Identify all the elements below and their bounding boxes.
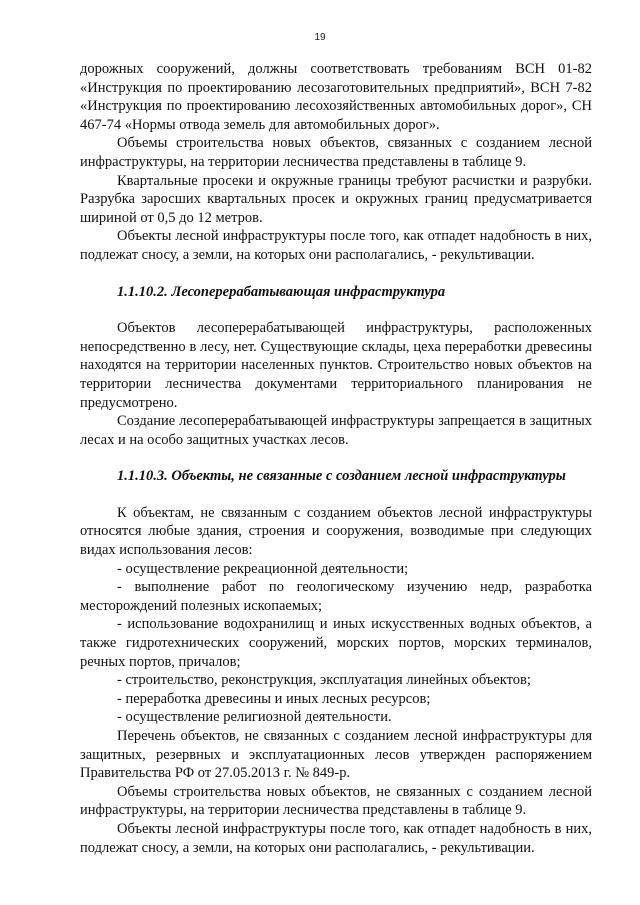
section-heading: 1.1.10.3. Объекты, не связанные с созданием лесной инфраструктуры	[117, 468, 566, 485]
list-item: - строительство, реконструкция, эксплуатация линейных объектов;	[117, 672, 531, 689]
paragraph: Объекты лесной инфраструктуры после того, как отпадет надобность в них, подлежат сносу, а земли, на которых они располагались, - рекультивации.	[80, 820, 592, 856]
paragraph: К объектам, не связанным с созданием объектов лесной инфраструктуры относятся любые здания, строения и сооружения, возводимые при следующих видах использования лесов:	[80, 504, 592, 559]
list-item: - переработка древесины и иных лесных ресурсов;	[117, 690, 431, 707]
section-heading: 1.1.10.2. Лесоперерабатывающая инфраструктура	[117, 283, 446, 300]
paragraph: Объектов лесоперерабатывающей инфраструктуры, расположенных непосредственно в лесу, нет. Существующие склады, цеха переработки древесины находятся на территории населенных пунктов. Строительство новых объектов на территории лесничества документами территориального планирования не предусмотрено.	[80, 320, 592, 411]
page-number: 19	[314, 32, 326, 43]
page-body	[80, 60, 592, 857]
paragraph: дорожных сооружений, должны соответствовать требованиям ВСН 01-82 «Инструкция по проектированию лесозаготовительных предприятий», ВСН 7-82 «Инструкция по проектированию лесохозяйственных автомобильных дорог», СН 467-74 «Нормы отвода земель для автомобильных дорог».	[80, 61, 592, 133]
paragraph: Создание лесоперерабатывающей инфраструктуры запрещается в защитных лесах и на особо защитных участках лесов.	[80, 413, 592, 448]
paragraph: Перечень объектов, не связанных с созданием лесной инфраструктуры для защитных, резервных и эксплуатационных лесов утвержден распоряжением Правительства РФ от 27.05.2013 г. № 849-р.	[80, 728, 592, 782]
list-item: - осуществление религиозной деятельности.	[117, 709, 392, 726]
paragraph: Квартальные просеки и окружные границы требуют расчистки и разрубки. Разрубка заросших квартальных просек и окружных границ предусматривается шириной от 0,5 до 12 метров.	[80, 172, 592, 226]
paragraph: Объекты лесной инфраструктуры после того, как отпадет надобность в них, подлежат сносу, а земли, на которых они располагались, - рекультивации.	[80, 228, 592, 263]
list-item: - использование водохранилищ и иных искусственных водных объектов, а также гидротехнических сооружений, морских портов, морских терминалов, речных портов, причалов;	[80, 616, 592, 670]
paragraph: Объемы строительства новых объектов, связанных с созданием лесной инфраструктуры, на территории лесничества представлены в таблице 9.	[80, 135, 592, 170]
paragraph: Объемы строительства новых объектов, не связанных с созданием лесной инфраструктуры, на территории лесничества представлены в таблице 9.	[80, 783, 592, 819]
list-item: - осуществление рекреационной деятельности;	[117, 560, 409, 577]
list-item: - выполнение работ по геологическому изучению недр, разработка месторождений полезных ископаемых;	[80, 579, 592, 614]
